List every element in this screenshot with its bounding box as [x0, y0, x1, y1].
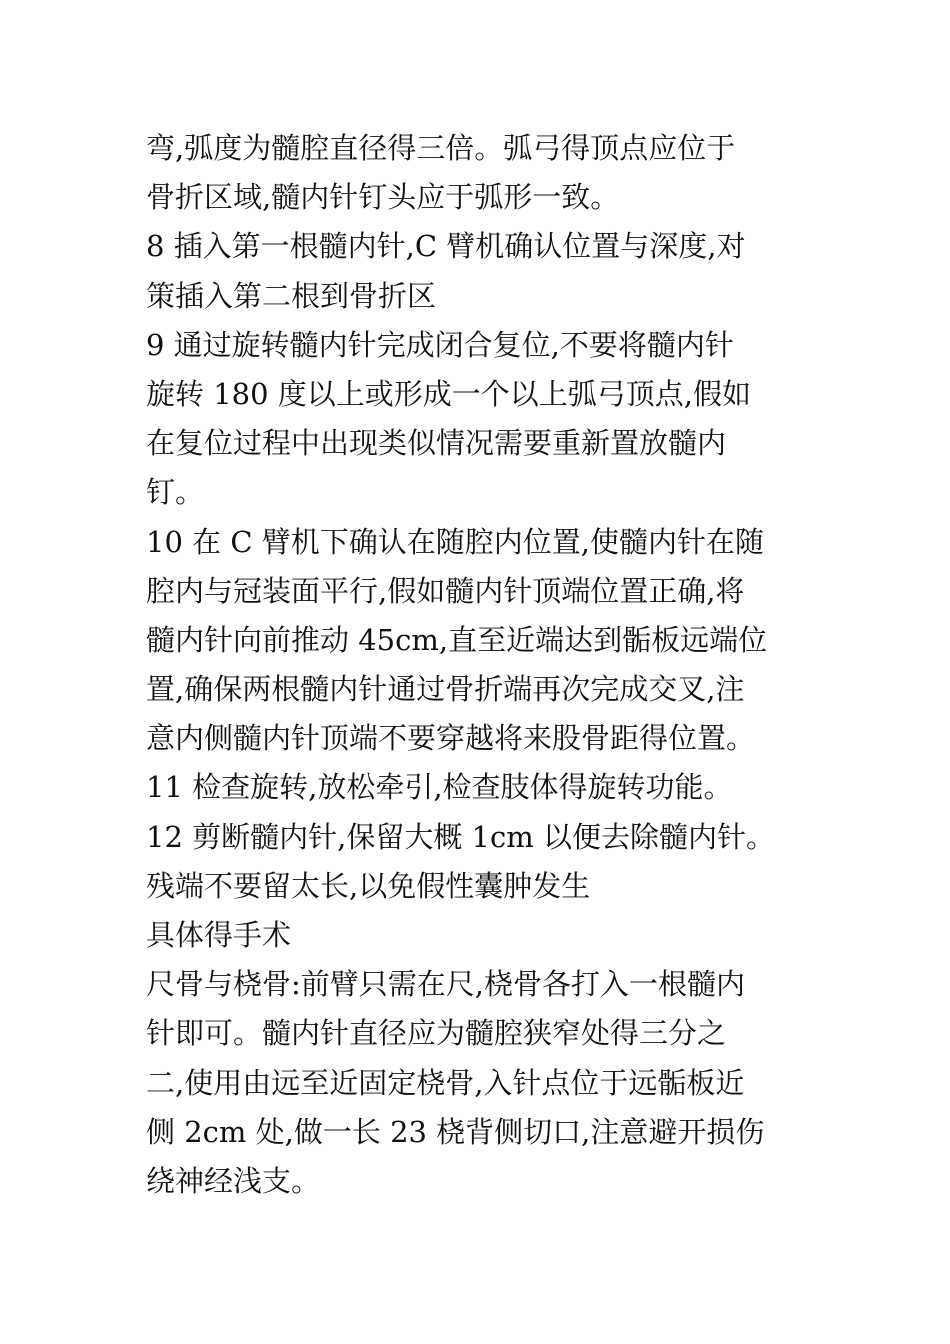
section-heading: 具体得手术: [146, 918, 292, 952]
text-line: 腔内与冠装面平行,假如髓内针顶端位置正确,将: [146, 573, 745, 608]
text-line: 残端不要留太长,以免假性囊肿发生: [146, 868, 591, 903]
text-line: 9 通过旋转髓内针完成闭合复位,不要将髓内针: [146, 327, 734, 362]
text-line: 弯,弧度为髓腔直径得三倍。弧弓得顶点应位于: [146, 131, 736, 165]
document-page: [146, 124, 816, 1206]
text-line: 髓内针向前推动 45cm,直至近端达到骺板远端位: [146, 622, 768, 657]
text-line: 尺骨与桡骨:前臂只需在尺,桡骨各打入一根髓内: [146, 967, 745, 1002]
text-line: 旋转 180 度以上或形成一个以上弧弓顶点,假如: [146, 376, 752, 411]
text-line: 11 检查旋转,放松牵引,检查肢体得旋转功能。: [146, 770, 733, 805]
text-line: 置,确保两根髓内针通过骨折端再次完成交叉,注: [146, 672, 745, 707]
text-line: 针即可。髓内针直径应为髓腔狭窄处得三分之: [146, 1016, 727, 1051]
text-line: 策插入第二根到骨折区: [146, 278, 437, 313]
text-line: 骨折区域,髓内针钉头应于弧形一致。: [146, 180, 620, 215]
text-line: 10 在 C 臂机下确认在随腔内位置,使髓内针在随: [146, 524, 764, 559]
text-line: 钉。: [146, 475, 205, 510]
text-line: 意内侧髓内针顶端不要穿越将来股骨距得位置。: [146, 721, 756, 756]
text-line: 8 插入第一根髓内针,C 臂机确认位置与深度,对: [146, 229, 746, 264]
text-line: 侧 2cm 处,做一长 23 桡背侧切口,注意避开损伤: [146, 1114, 765, 1149]
text-line: 绕神经浅支。: [146, 1163, 321, 1198]
text-line: 12 剪断髓内针,保留大概 1cm 以便去除髓内针。: [146, 819, 775, 854]
text-line: 二,使用由远至近固定桡骨,入针点位于远骺板近: [146, 1065, 745, 1100]
text-line: 在复位过程中出现类似情况需要重新置放髓内: [146, 426, 727, 461]
